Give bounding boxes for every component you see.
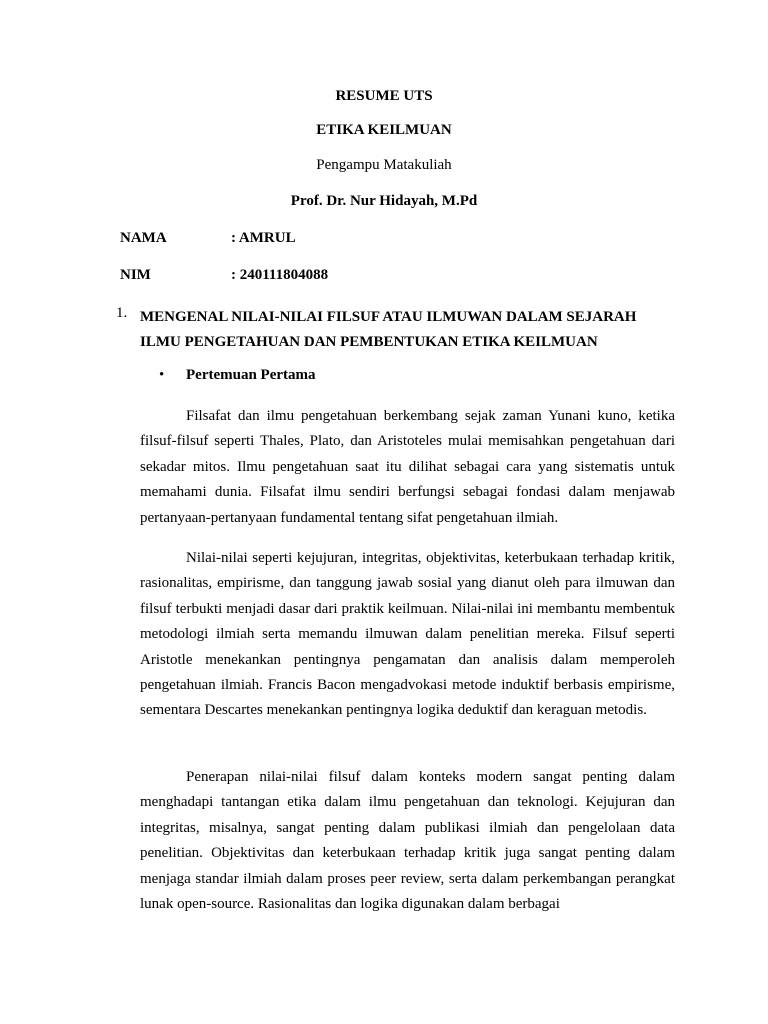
- bullet-icon: •: [159, 367, 165, 383]
- paragraph: Filsafat dan ilmu pengetahuan berkembang sejak zaman Yunani kuno, ketika filsuf-filsuf seperti Thales, Plato, dan Aristoteles mulai memisahkan pengetahuan dari sekadar mitos. Ilmu pengetahuan saat itu dilihat sebagai cara yang sistematis untuk memahami dunia. Filsafat ilmu sendiri berfungsi sebagai fondasi dalam menjawab pertanyaan-pertanyaan fundamental tentang sifat pengetahuan ilmiah.: [140, 408, 675, 526]
- document-title: RESUME UTS: [335, 88, 433, 104]
- subsection-title: Pertemuan Pertama: [186, 367, 316, 383]
- section-title: MENGENAL NILAI-NILAI FILSUF ATAU ILMUWAN DALAM SEJARAH ILMU PENGETAHUAN DAN PEMBENTUKAN ETIKA KEILMUAN: [140, 309, 637, 350]
- nim-value: : 240111804088: [231, 267, 329, 283]
- name-value: : AMRUL: [231, 230, 296, 246]
- lecturer-name: Prof. Dr. Nur Hidayah, M.Pd: [290, 193, 478, 209]
- paragraph: Nilai-nilai seperti kejujuran, integritas, objektivitas, keterbukaan terhadap kritik, rasionalitas, empirisme, dan tanggung jawab sosial yang dianut oleh para ilmuwan dan filsuf terbukti menjadi dasar dari praktik keilmuan. Nilai-nilai ini membantu membentuk metodologi ilmiah serta memandu ilmuwan dalam penelitian mereka. Filsuf seperti Aristotle menekankan pentingnya pengamatan dan analisis dalam memperoleh pengetahuan ilmiah. Francis Bacon mengadvokasi metode induktif berbasis empirisme, sementara Descartes menekankan pentingnya logika deduktif dan keraguan metodis.: [140, 550, 675, 719]
- section-number: 1.: [116, 305, 128, 321]
- nim-label: NIM: [120, 267, 151, 283]
- paragraph: Penerapan nilai-nilai filsuf dalam konteks modern sangat penting dalam menghadapi tantangan etika dalam ilmu pengetahuan dan teknologi. Kejujuran dan integritas, misalnya, sangat penting dalam publikasi ilmiah dan pengelolaan data penelitian. Objektivitas dan keterbukaan terhadap kritik juga sangat penting dalam menjaga standar ilmiah dalam proses peer review, serta dalam perkembangan perangkat lunak open-source. Rasionalitas dan logika digunakan dalam berbagai: [140, 769, 675, 913]
- course-name: ETIKA KEILMUAN: [316, 122, 452, 138]
- name-label: NAMA: [120, 230, 167, 246]
- lecturer-label: Pengampu Matakuliah: [316, 157, 452, 173]
